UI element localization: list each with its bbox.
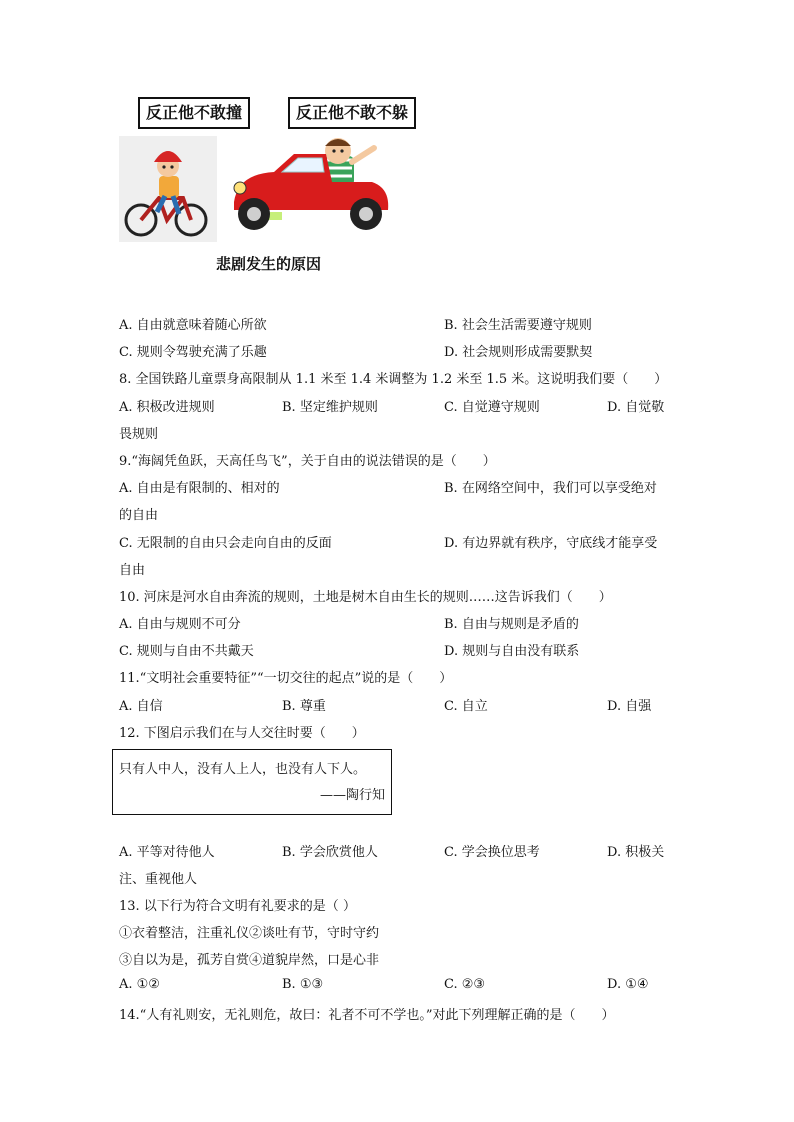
q13-option-a: A. ①② bbox=[119, 977, 160, 992]
q12-option-d-wrap: 注、重视他人 bbox=[119, 872, 198, 887]
q13-option-c: C. ②③ bbox=[444, 977, 486, 992]
q11-stem: 11.“文明社会重要特征”“一切交往的起点”说的是（ ） bbox=[119, 671, 453, 686]
illustration-caption: 悲剧发生的原因 bbox=[216, 255, 322, 273]
q7-option-b: B. 社会生活需要遵守规则 bbox=[444, 318, 592, 333]
q9-option-a: A. 自由是有限制的、相对的 bbox=[119, 481, 280, 496]
car-illustration bbox=[228, 138, 392, 238]
q12-option-b: B. 学会欣赏他人 bbox=[282, 845, 378, 860]
q8-option-c: C. 自觉遵守规则 bbox=[444, 400, 540, 415]
q10-stem: 10. 河床是河水自由奔流的规则，土地是树木自由生长的规则……这告诉我们（ ） bbox=[119, 590, 612, 605]
q12-stem: 12. 下图启示我们在与人交往时要（ ） bbox=[119, 726, 365, 741]
cyclist-figure bbox=[119, 136, 217, 242]
q10-option-b: B. 自由与规则是矛盾的 bbox=[444, 617, 579, 632]
q11-option-b: B. 尊重 bbox=[282, 699, 326, 714]
q9-option-d-wrap: 自由 bbox=[119, 563, 146, 578]
q8-option-a: A. 积极改进规则 bbox=[119, 400, 215, 415]
q7-option-d: D. 社会规则形成需要默契 bbox=[444, 345, 593, 360]
q10-option-c: C. 规则与自由不共戴天 bbox=[119, 644, 254, 659]
q11-option-a: A. 自信 bbox=[119, 699, 163, 714]
q8-option-b: B. 坚定维护规则 bbox=[282, 400, 378, 415]
q9-option-c: C. 无限制的自由只会走向自由的反面 bbox=[119, 536, 332, 551]
q7-option-c: C. 规则令驾驶充满了乐趣 bbox=[119, 345, 267, 360]
quote-text: 只有人中人，没有人上人，也没有人下人。 bbox=[119, 762, 367, 777]
cyclist-illustration bbox=[119, 136, 217, 242]
q10-option-d: D. 规则与自由没有联系 bbox=[444, 644, 580, 659]
q10-option-a: A. 自由与规则不可分 bbox=[119, 617, 241, 632]
speech-bubble-right: 反正他不敢不躲 bbox=[288, 97, 416, 129]
q9-option-b-wrap: 的自由 bbox=[119, 508, 159, 523]
q8-stem: 8. 全国铁路儿童票身高限制从 1.1 米至 1.4 米调整为 1.2 米至 1.5 米。这说明我们要（ ） bbox=[119, 372, 668, 387]
q12-option-d: D. 积极关 bbox=[607, 845, 665, 860]
speech-bubble-left: 反正他不敢撞 bbox=[138, 97, 250, 129]
q12-option-a: A. 平等对待他人 bbox=[119, 845, 215, 860]
q7-option-a: A. 自由就意味着随心所欲 bbox=[119, 318, 267, 333]
q9-option-d: D. 有边界就有秩序，守底线才能享受 bbox=[444, 536, 658, 551]
q14-stem: 14.“人有礼则安，无礼则危，故曰：礼者不可不学也。”对此下列理解正确的是（ ） bbox=[119, 1008, 615, 1023]
car-figure bbox=[228, 138, 392, 238]
q9-stem: 9.“海阔凭鱼跃，天高任鸟飞”，关于自由的说法错误的是（ ） bbox=[119, 454, 496, 469]
q13-stem: 13. 以下行为符合文明有礼要求的是（ ） bbox=[119, 899, 356, 914]
q11-option-d: D. 自强 bbox=[607, 699, 652, 714]
q9-option-b: B. 在网络空间中，我们可以享受绝对 bbox=[444, 481, 657, 496]
q11-option-c: C. 自立 bbox=[444, 699, 488, 714]
q13-statements-1: ①衣着整洁，注重礼仪②谈吐有节，守时守约 bbox=[119, 926, 380, 941]
q13-option-d: D. ①④ bbox=[607, 977, 649, 992]
quote-author: ——陶行知 bbox=[319, 788, 385, 803]
q8-option-d: D. 自觉敬 bbox=[607, 400, 665, 415]
q8-option-d-wrap: 畏规则 bbox=[119, 427, 159, 442]
quote-box bbox=[112, 749, 392, 815]
q13-statements-2: ③自以为是，孤芳自赏④道貌岸然，口是心非 bbox=[119, 953, 380, 968]
q12-option-c: C. 学会换位思考 bbox=[444, 845, 540, 860]
q13-option-b: B. ①③ bbox=[282, 977, 324, 992]
